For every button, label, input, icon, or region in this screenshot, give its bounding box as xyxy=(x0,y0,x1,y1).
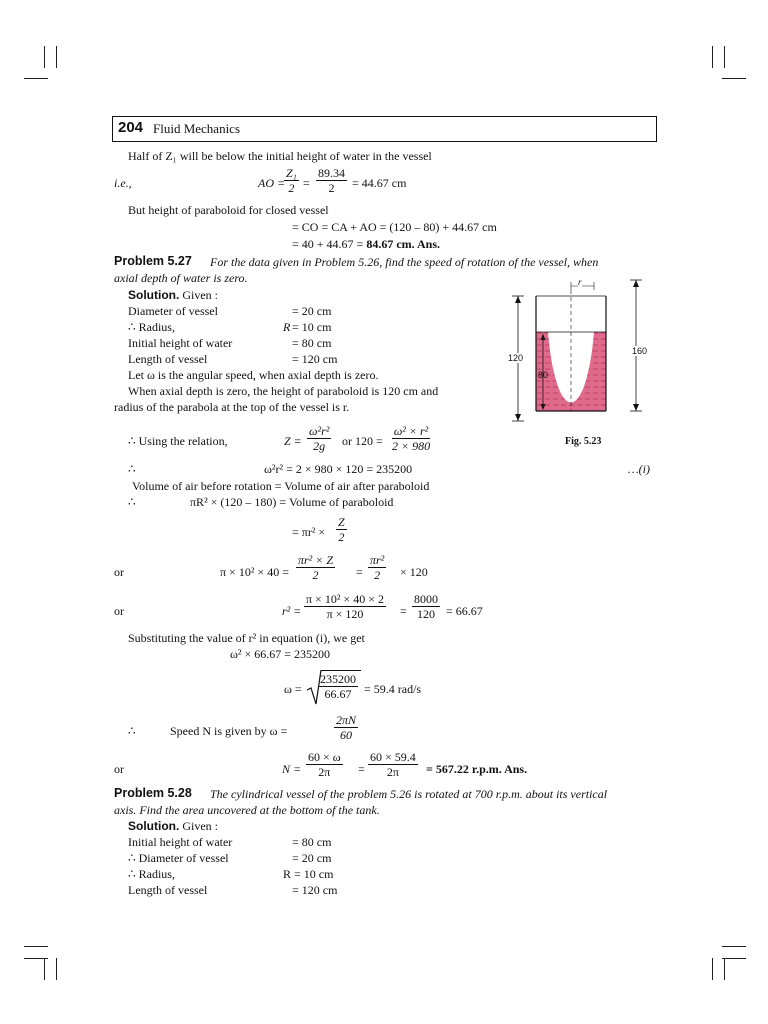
given-symbol: R xyxy=(283,320,291,334)
eq-result: = 59.4 rad/s xyxy=(364,682,422,696)
therefore-sign: ∴ xyxy=(128,462,136,476)
eq-lhs: π × 10² × 40 = xyxy=(220,565,289,579)
fraction: $\frac{\text{ω² × r²}}{2 \times 980}$ xyxy=(392,424,431,453)
eq-text: or 120 = xyxy=(342,434,383,448)
eq-result: = 44.67 cm xyxy=(352,176,407,190)
text-line: Volume of air before rotation = Volume of air after paraboloid xyxy=(132,479,430,493)
given-label: Initial height of water xyxy=(128,336,233,350)
text-line: radius of the parabola at the top of the vessel is r. xyxy=(114,400,350,414)
eq-lhs: = πr² × xyxy=(292,525,326,539)
problem-text: The cylindrical vessel of the problem 5.26 is rotated at 700 r.p.m. about its vertical xyxy=(210,787,608,801)
problem-label: Problem 5.27 xyxy=(114,254,192,268)
eq-text: ω² × 66.67 = 235200 xyxy=(230,647,331,661)
page-number: 204 xyxy=(118,119,144,136)
fraction: $\frac{235200}{66.67}$ xyxy=(320,672,356,701)
given-label: ∴ Radius, xyxy=(128,867,175,881)
label-160: 160 xyxy=(632,346,648,356)
given-value: = 20 cm xyxy=(292,304,332,318)
problem-text: For the data given in Problem 5.26, find the speed of rotation of the vessel, when xyxy=(210,255,599,269)
text-line: Half of Z₁ will be below the initial height of water in the vessel xyxy=(128,149,432,163)
therefore-sign: ∴ xyxy=(128,724,136,738)
or-label: or xyxy=(114,762,124,776)
eq-text: πR² × (120 – 180) = Volume of paraboloid xyxy=(190,495,394,509)
fraction: $\frac{60 \times \omega}{2\pi}$ xyxy=(308,750,341,779)
given-value: = 80 cm xyxy=(292,835,332,849)
fraction: $\frac{89.34}{2}$ xyxy=(318,166,345,195)
text-line: Let ω is the angular speed, when axial depth is zero. xyxy=(128,368,379,382)
figure-vessel xyxy=(496,276,696,456)
eq-lhs: ω = xyxy=(284,682,302,696)
eq-lhs: Z = xyxy=(284,434,302,448)
label-r: r xyxy=(578,277,582,287)
given-value: = 120 cm xyxy=(292,352,338,366)
given-label: Initial height of water xyxy=(128,835,233,849)
given-value: = 10 cm xyxy=(292,320,332,334)
fraction: $\frac{\text{πr²}}{2}$ xyxy=(370,553,385,582)
fraction: $\frac{60 \times 59.4}{2\pi}$ xyxy=(370,750,416,779)
or-label: or xyxy=(114,604,124,618)
text-line: When axial depth is zero, the height of paraboloid is 120 cm and xyxy=(128,384,439,398)
therefore-sign: ∴ xyxy=(128,495,136,509)
text-line: ∴ Using the relation, xyxy=(128,434,228,448)
given-label: Diameter of vessel xyxy=(128,304,218,318)
given-label: ∴ Radius, xyxy=(128,320,175,334)
fraction: $\frac{8000}{120}$ xyxy=(414,592,438,621)
given-label: Length of vessel xyxy=(128,883,208,897)
figure-caption: Fig. 5.23 xyxy=(565,436,602,447)
text-line: Substituting the value of r² in equation (i), we get xyxy=(128,631,365,645)
problem-text: axial depth of water is zero. xyxy=(114,271,248,285)
given-value: = 20 cm xyxy=(292,851,332,865)
text-line: = CO = CA + AO = (120 – 80) + 44.67 cm xyxy=(292,220,497,234)
eq-lhs: r² = xyxy=(282,604,302,618)
fraction: $\frac{\text{Z₁}}{2}$ xyxy=(286,166,297,195)
fraction: $\frac{\text{πr² × Z}}{2}$ xyxy=(298,553,334,582)
solution-heading: Solution. Given : xyxy=(128,288,218,302)
fraction: $\frac{2\pi N}{60}$ xyxy=(336,713,357,742)
eq-text: ω²r² = 2 × 980 × 120 = 235200 xyxy=(264,462,413,476)
equals-sign: = xyxy=(303,176,310,190)
sqrt-bar xyxy=(321,670,361,671)
equals-sign: = xyxy=(358,762,365,776)
text-line: But height of paraboloid for closed vessel xyxy=(128,203,329,217)
given-value: = 120 cm xyxy=(292,883,338,897)
eq-text: × 120 xyxy=(400,565,428,579)
label-120: 120 xyxy=(508,353,524,363)
given-label: Length of vessel xyxy=(128,352,208,366)
page-header xyxy=(112,116,657,142)
eq-lhs: AO = xyxy=(258,176,286,190)
problem-label: Problem 5.28 xyxy=(114,786,192,800)
given-label: ∴ Diameter of vessel xyxy=(128,851,229,865)
solution-heading: Solution. Given : xyxy=(128,819,218,833)
ie-label: i.e., xyxy=(114,176,132,190)
given-value: = 80 cm xyxy=(292,336,332,350)
fraction: $\frac{\text{π × 10² × 40 × 2}}{\pi \times 120}$ xyxy=(306,592,384,621)
book-title: Fluid Mechanics xyxy=(153,121,241,136)
text-line: Speed N is given by ω = xyxy=(170,724,288,738)
vessel-diagram xyxy=(496,276,696,456)
or-label: or xyxy=(114,565,124,579)
equals-sign: = xyxy=(356,565,363,579)
label-80: 80 xyxy=(538,370,549,380)
eq-result: = 66.67 xyxy=(446,604,483,618)
given-value: R = 10 cm xyxy=(283,867,334,881)
text-line: = 40 + 44.67 = 84.67 cm. Ans. xyxy=(292,237,440,251)
equals-sign: = xyxy=(400,604,407,618)
fraction: $\frac{Z}{2}$ xyxy=(338,515,345,544)
equation-ref: …(i) xyxy=(628,462,650,476)
problem-text: axis. Find the area uncovered at the bottom of the tank. xyxy=(114,803,380,817)
eq-lhs: N = xyxy=(282,762,302,776)
eq-result: = 567.22 r.p.m. Ans. xyxy=(426,762,528,776)
fraction: $\frac{\text{ω²r²}}{2g}$ xyxy=(309,424,330,453)
